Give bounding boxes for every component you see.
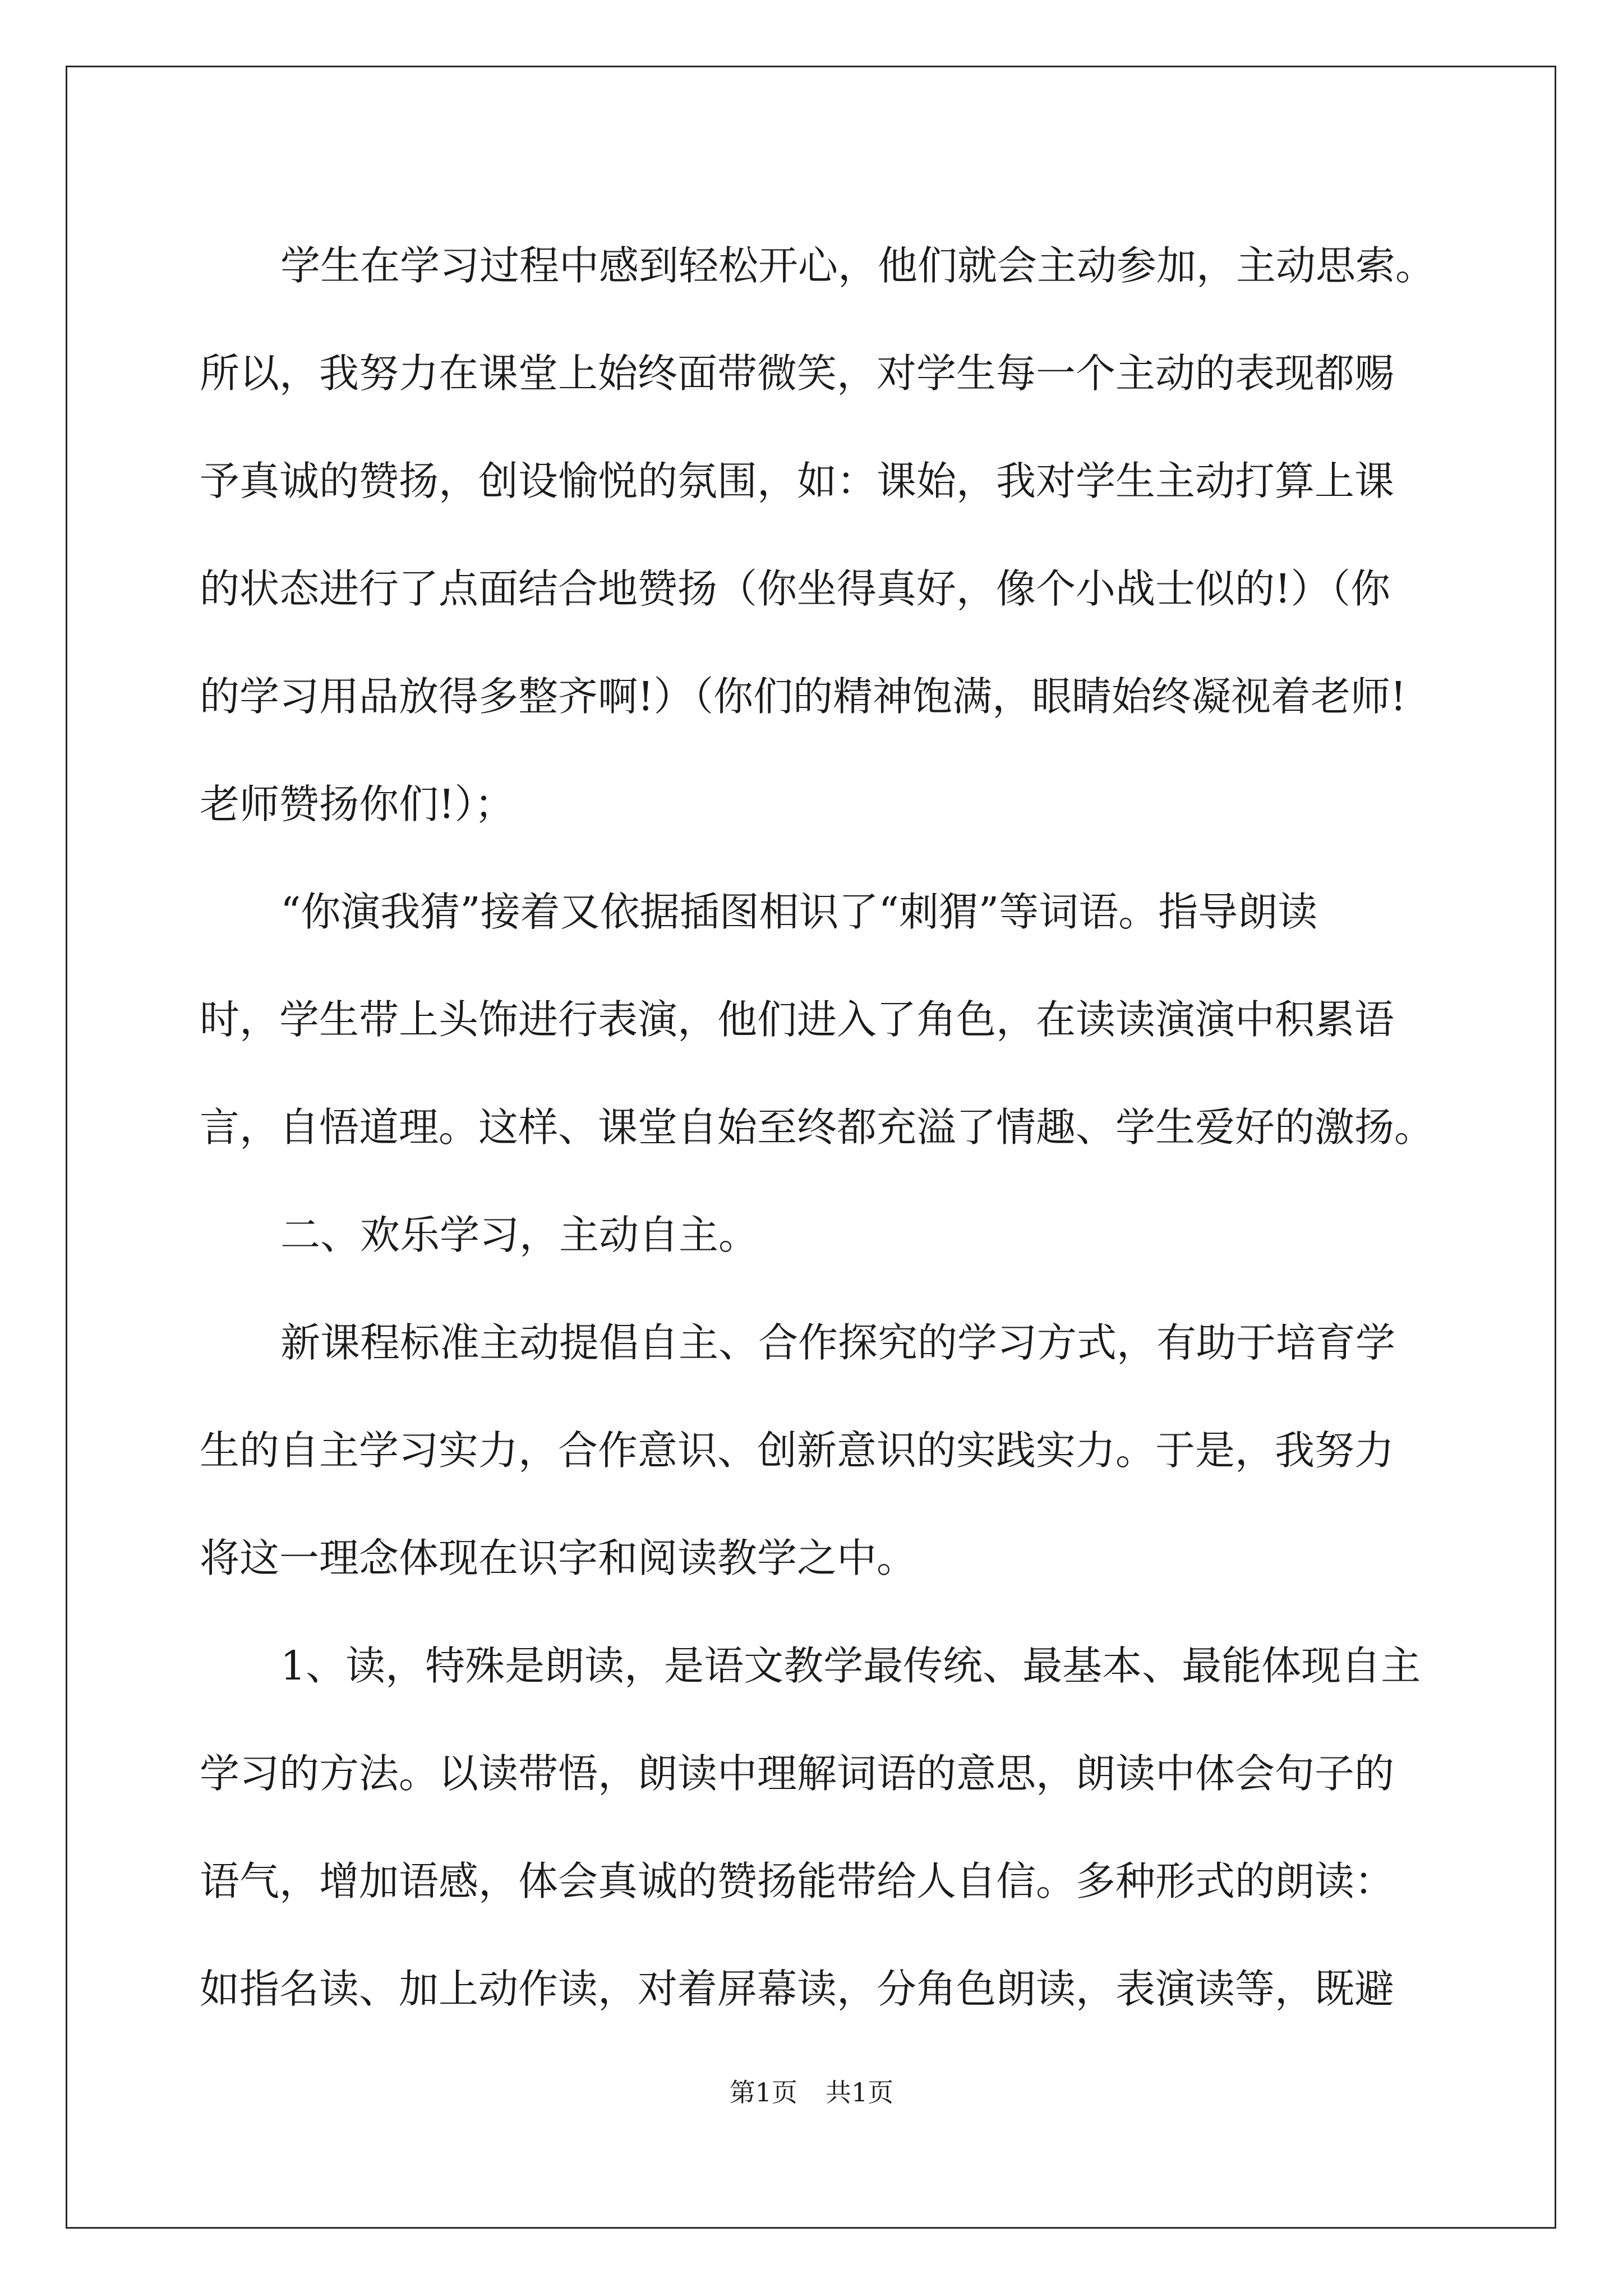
text-line: “你演我猜”接着又依据插图相识了“刺猬”等词语。指导朗读 [280,889,1318,935]
section-heading: 二、欢乐学习，主动自主。 [280,1212,759,1258]
text-line: 所以，我努力在课堂上始终面带微笑，对学生每一个主动的表现都赐 [200,350,1395,397]
page-number: 第1页 [729,2077,797,2108]
text-line: 学习的方法。以读带悟，朗读中理解词语的意思，朗读中体会句子的 [200,1750,1395,1797]
page-total: 共1页 [826,2077,894,2108]
document-body [200,212,1436,2043]
text-line: 的状态进行了点面结合地赞扬（你坐得真好，像个小战士似的!）（你 [200,565,1391,612]
text-line: 新课程标准主动提倡自主、合作探究的学习方式，有助于培育学 [280,1319,1396,1366]
page-footer [0,2076,1623,2109]
text-line: 时，学生带上头饰进行表演，他们进入了角色，在读读演演中积累语 [200,996,1395,1043]
text-line: 予真诚的赞扬，创设愉悦的氛围，如：课始，我对学生主动打算上课 [200,458,1395,504]
text-line: 语气，增加语感，体会真诚的赞扬能带给人自信。多种形式的朗读： [200,1858,1395,1904]
text-line: 将这一理念体现在识字和阅读教学之中。 [200,1535,917,1581]
text-line: 1、读，特殊是朗读，是语文教学最传统、最基本、最能体现自主 [280,1642,1421,1689]
text-line: 的学习用品放得多整齐啊!）（你们的精神饱满，眼睛始终凝视着老师! [200,673,1407,720]
text-line: 生的自主学习实力，合作意识、创新意识的实践实力。于是，我努力 [200,1427,1395,1474]
text-line: 老师赞扬你们!）； [200,781,515,827]
text-line: 学生在学习过程中感到轻松开心，他们就会主动参加，主动思索。 [280,242,1436,289]
text-line: 言，自悟道理。这样、课堂自始至终都充溢了情趣、学生爱好的激扬。 [200,1104,1435,1151]
text-line: 如指名读、加上动作读，对着屏幕读，分角色朗读，表演读等，既避 [200,1966,1395,2012]
